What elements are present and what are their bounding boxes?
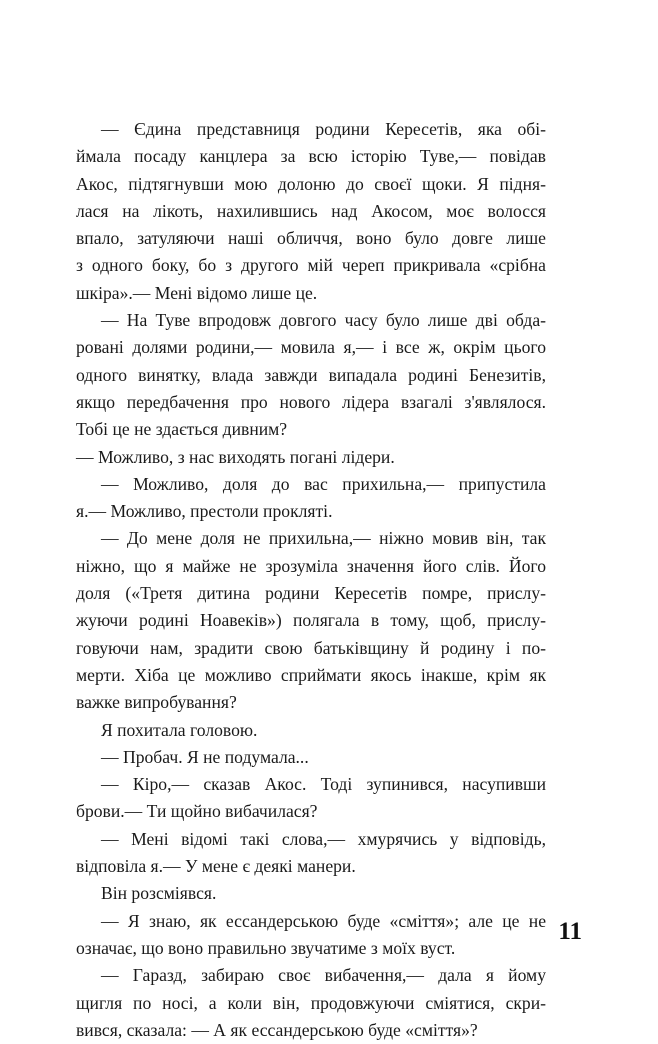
text-line: — Я знаю, як ессандерською буде «сміття»; але це не xyxy=(101,910,546,931)
text-line: — Кіро,— сказав Акос. Тоді зупинився, насупивши xyxy=(101,774,546,795)
text-line: Тобі це не здається дивним? xyxy=(76,419,288,440)
text-line: означає, що воно правильно звучатиме з моїх вуст. xyxy=(76,937,456,958)
text-line: мерти. Хіба це можливо сприймати якось інакше, крім як xyxy=(76,664,546,685)
text-line: — Гаразд, забираю своє вибачення,— дала я йому xyxy=(101,965,546,986)
text-line: я.— Можливо, престоли прокляті. xyxy=(76,501,333,522)
text-line: з одного боку, бо з другого мій череп прикривала «срібна xyxy=(76,255,546,276)
text-line: брови.— Ти щойно вибачилася? xyxy=(76,801,318,822)
text-line: доля («Третя дитина родини Кересетів помре, прислу- xyxy=(76,583,546,604)
text-line: — Мені відомі такі слова,— хмурячись у відповідь, xyxy=(101,828,546,849)
text-line: одного винятку, влада завжди випадала родині Бенезитів, xyxy=(76,364,546,385)
text-line: ровані долями родини,— мовила я,— і все ж, окрім цього xyxy=(76,337,546,358)
text-line: говуючи нам, зрадити свою батьківщину й родину і по- xyxy=(76,637,546,658)
text-line: відповіла я.— У мене є деякі манери. xyxy=(76,856,356,877)
page-number: 11 xyxy=(558,918,582,945)
text-line: впало, затуляючи наші обличчя, воно було довге лише xyxy=(76,228,546,249)
text-line: ймала посаду канцлера за всю історію Туве,— повідав xyxy=(76,146,546,167)
text-line: важке випробування? xyxy=(76,692,237,713)
text-line: — На Туве впродовж довгого часу було лише дві обда- xyxy=(101,310,546,331)
text-line: Я похитала головою. xyxy=(101,719,258,740)
text-line: лася на лікоть, нахилившись над Акосом, моє волосся xyxy=(76,200,546,221)
text-line: Акос, підтягнувши мою долоню до своєї щоки. Я підня- xyxy=(76,173,546,194)
text-line: — Пробач. Я не подумала... xyxy=(101,746,309,767)
text-line: шкіра».— Мені відомо лише це. xyxy=(76,282,318,303)
text-line: Він розсміявся. xyxy=(101,883,217,904)
body-text xyxy=(76,116,546,1044)
text-line: — Можливо, з нас виходять погані лідери. xyxy=(76,446,395,467)
text-line: — Можливо, доля до вас прихильна,— припустила xyxy=(101,473,546,494)
text-line: вився, сказала: — А як ессандерською буде «сміття»? xyxy=(76,1019,478,1040)
text-line: якщо передбачення про нового лідера взагалі з'являлося. xyxy=(76,391,546,412)
text-line: — Єдина представниця родини Кересетів, яка обі- xyxy=(101,119,546,139)
text-line: жуючи родині Ноавеків») полягала в тому, щоб, прислу- xyxy=(76,610,546,631)
text-line: щигля по носі, а коли він, продовжуючи сміятися, скри- xyxy=(76,992,546,1013)
text-line: — До мене доля не прихильна,— ніжно мовив він, так xyxy=(101,528,546,549)
text-line: ніжно, що я майже не зрозуміла значення його слів. Його xyxy=(76,555,546,576)
